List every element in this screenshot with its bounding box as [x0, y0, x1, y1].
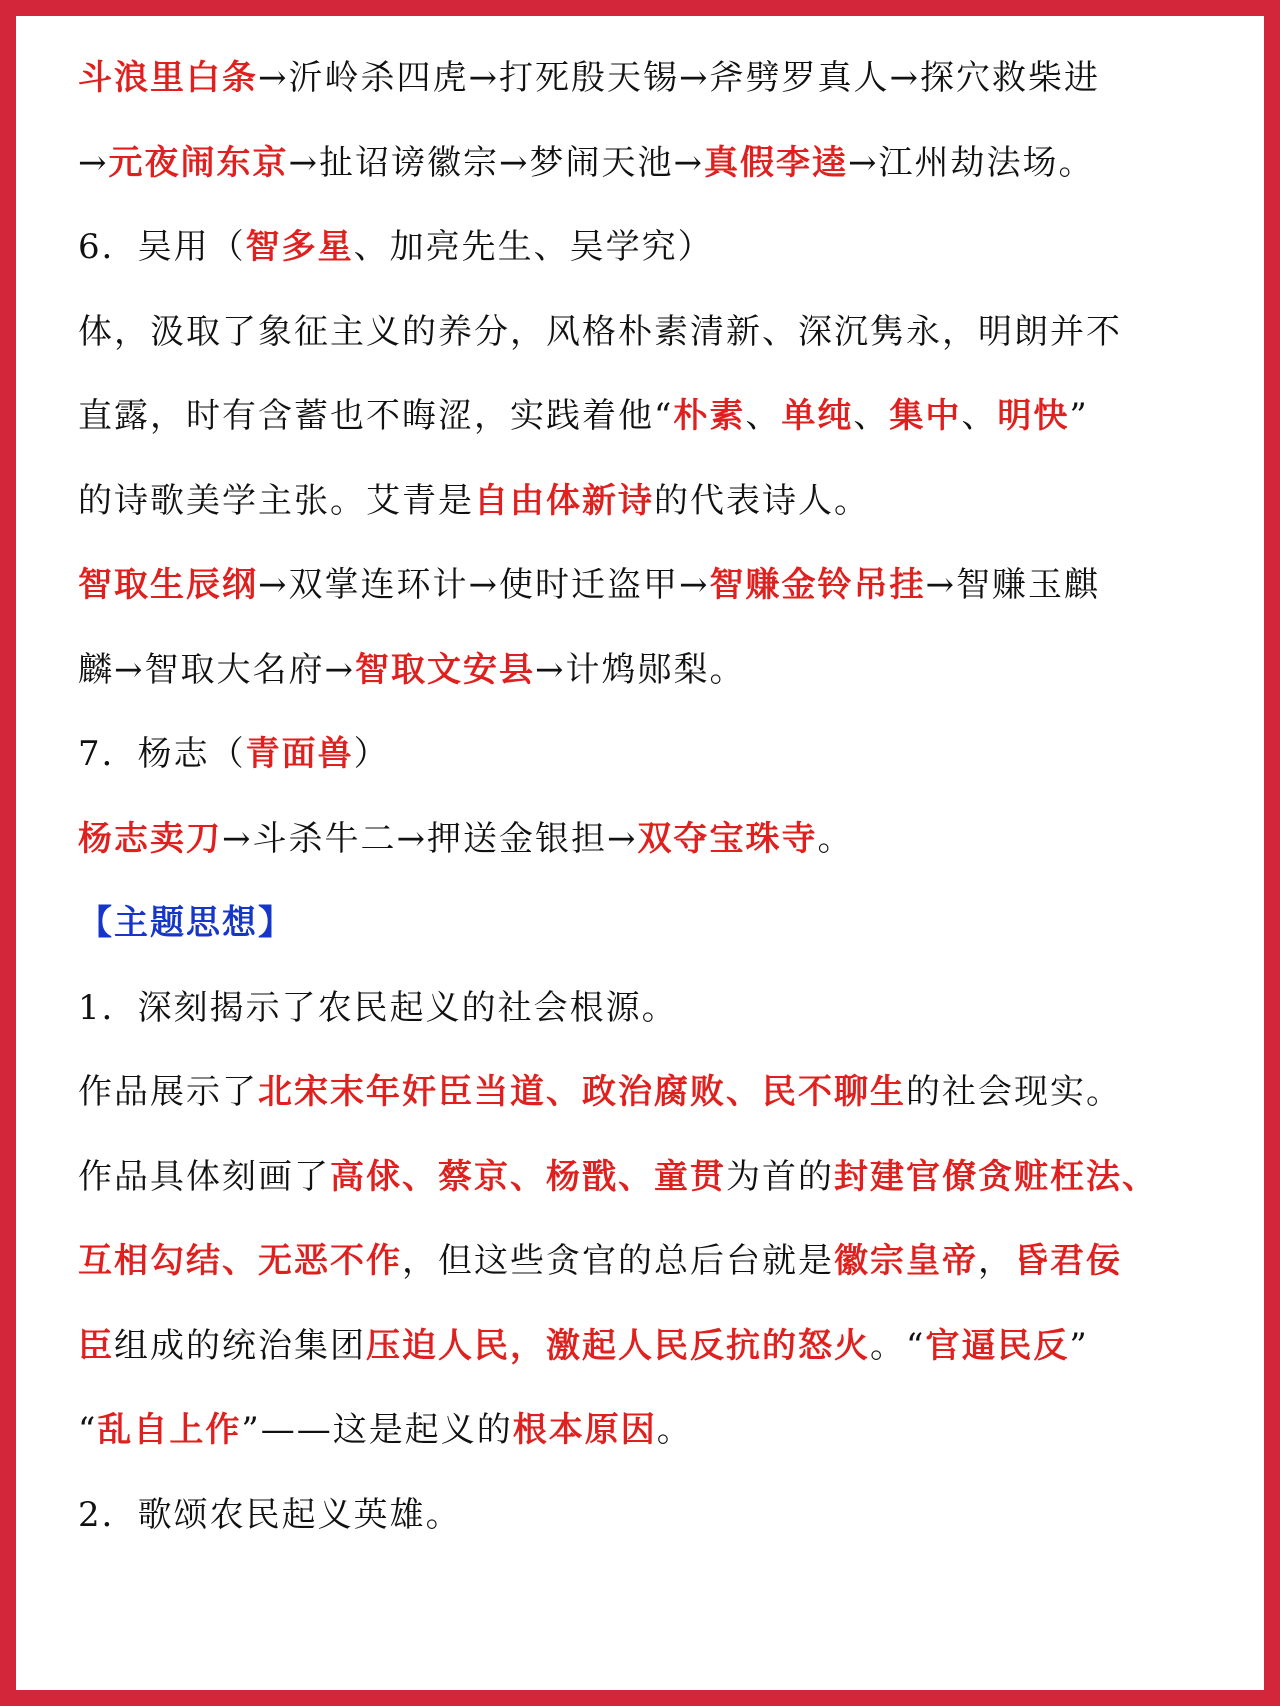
highlight-text: 单纯	[781, 396, 854, 436]
highlight-text: 元夜闹东京	[108, 142, 289, 183]
body-text: ）	[353, 734, 390, 774]
highlight-text: 昏君佞	[1014, 1241, 1122, 1281]
body-text: 麟→智取大名府→	[78, 649, 355, 690]
body-text: 、加亮先生、吴学究）	[353, 227, 714, 267]
body-text: 的诗歌美学主张。艾青是	[78, 480, 474, 521]
text-line	[78, 36, 1238, 121]
body-text: 、	[961, 396, 998, 436]
body-text: ”	[1069, 396, 1089, 436]
body-text: →江州劫法场。	[847, 142, 1095, 183]
text-line	[78, 543, 1238, 628]
body-text: 的社会现实。	[906, 1072, 1122, 1112]
body-text: →斗杀牛二→押送金银担→	[222, 818, 638, 859]
body-text: 。“	[870, 1325, 926, 1366]
text-line	[78, 121, 1238, 206]
highlight-text: 乱自上作	[97, 1410, 242, 1450]
highlight-text: 智取文安县	[354, 649, 535, 690]
highlight-text: 互相勾结、无恶不作	[78, 1241, 402, 1281]
text-line	[78, 1050, 1238, 1135]
text-line	[78, 966, 1238, 1051]
body-text: 体，汲取了象征主义的养分，风格朴素清新、深沉隽永，明朗并不	[78, 311, 1122, 352]
body-text: 。	[817, 818, 854, 859]
text-line	[78, 1304, 1238, 1389]
highlight-text: 青面兽	[245, 734, 354, 774]
highlight-text: 官逼民反	[925, 1325, 1070, 1366]
body-text: “	[78, 1410, 98, 1450]
body-text: →计鸩郧梨。	[534, 649, 746, 690]
body-text: 组成的统治集团	[114, 1325, 366, 1366]
highlight-text: 封建官僚贪赃枉法、	[834, 1156, 1158, 1197]
highlight-text: 北宋末年奸臣当道、政治腐败、民不聊生	[258, 1072, 906, 1112]
body-text: →扯诏谤徽宗→梦闹天池→	[288, 142, 704, 183]
highlight-text: 智多星	[245, 227, 354, 267]
body-text: ”——这是起义的	[241, 1410, 513, 1450]
body-text: 的代表诗人。	[654, 480, 870, 521]
highlight-text: 高俅、蔡京、杨戬、童贯	[330, 1156, 726, 1197]
highlight-text: 真假李逵	[703, 142, 848, 183]
highlight-text: 自由体新诗	[474, 480, 654, 521]
body-text: 2．歌颂农民起义英雄。	[78, 1494, 462, 1535]
highlight-text: 双夺宝珠寺	[637, 818, 818, 859]
body-text: 、	[853, 396, 890, 436]
text-line	[78, 205, 1238, 290]
body-text: ，	[978, 1241, 1014, 1281]
body-text: 直露，时有含蓄也不晦涩，实践着他“	[78, 396, 674, 436]
text-line	[78, 881, 1238, 966]
body-text: 6．吴用（	[78, 227, 246, 267]
highlight-text: 智取生辰纲	[78, 565, 258, 605]
body-text: 为首的	[726, 1156, 834, 1197]
highlight-text: 压迫人民，激起人民反抗的怒火	[366, 1325, 870, 1366]
body-text: →智赚玉麒	[925, 565, 1100, 605]
highlight-text: 朴素	[673, 396, 746, 436]
text-line	[78, 1473, 1238, 1558]
body-text: →	[78, 142, 109, 183]
text-line	[78, 459, 1238, 544]
body-text: 1．深刻揭示了农民起义的社会根源。	[78, 987, 678, 1028]
body-text: 7．杨志（	[78, 734, 246, 774]
text-line	[78, 712, 1238, 797]
document-body	[78, 36, 1238, 1557]
text-line	[78, 628, 1238, 713]
section-heading: 【主题思想】	[78, 903, 294, 943]
highlight-text: 智赚金铃吊挂	[709, 565, 926, 605]
body-text: 作品具体刻画了	[78, 1156, 330, 1197]
highlight-text: 集中	[889, 396, 962, 436]
body-text: ”	[1069, 1325, 1089, 1366]
body-text: →沂岭杀四虎→打死殷天锡→斧劈罗真人→探穴救柴进	[258, 58, 1100, 98]
highlight-text: 根本原因	[512, 1410, 657, 1450]
text-line	[78, 374, 1238, 459]
body-text: 。	[656, 1410, 693, 1450]
body-text: ，但这些贪官的总后台就是	[402, 1241, 834, 1281]
highlight-text: 徽宗皇帝	[834, 1241, 978, 1281]
body-text: →双掌连环计→使时迁盗甲→	[258, 565, 710, 605]
body-text: 、	[745, 396, 782, 436]
body-text: 作品展示了	[78, 1072, 258, 1112]
highlight-text: 明快	[997, 396, 1070, 436]
text-line	[78, 1219, 1238, 1304]
highlight-text: 斗浪里白条	[78, 58, 258, 98]
highlight-text: 臣	[78, 1325, 114, 1366]
text-line	[78, 797, 1238, 882]
text-line	[78, 1388, 1238, 1473]
highlight-text: 杨志卖刀	[78, 818, 222, 859]
text-line	[78, 1135, 1238, 1220]
text-line	[78, 290, 1238, 375]
